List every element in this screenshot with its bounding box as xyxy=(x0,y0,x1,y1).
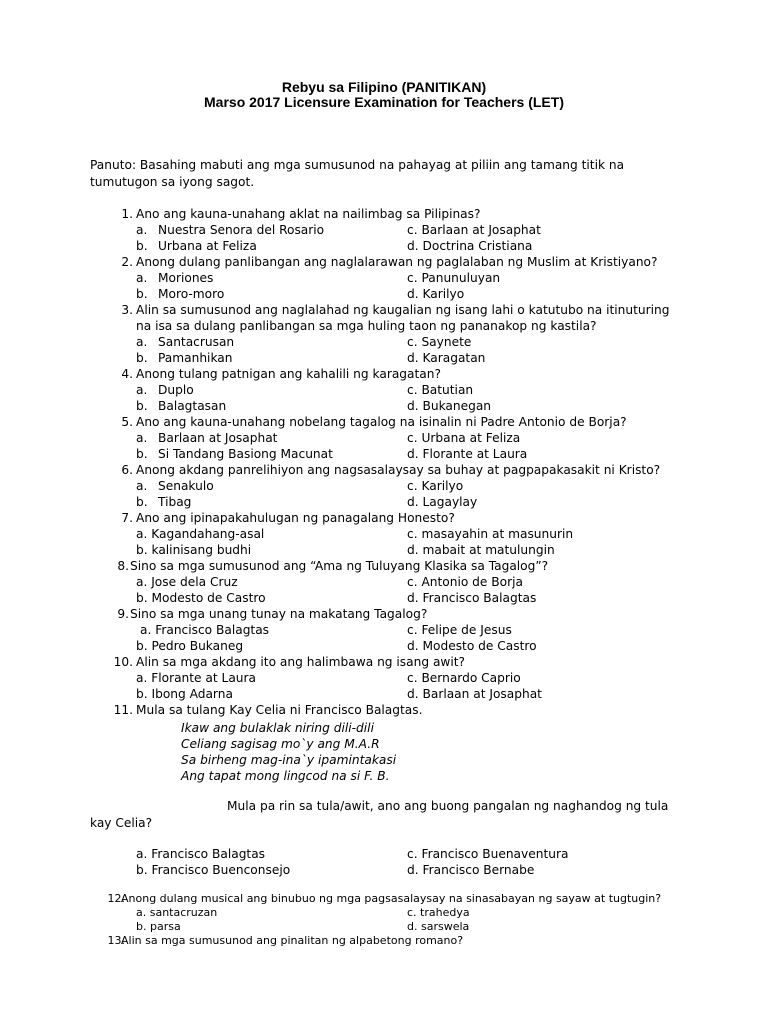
option-d: d. Bukanegan xyxy=(407,399,492,413)
question-5: 5. Ano ang kauna-unahang nobelang tagalog na isinalin ni Padre Antonio de Borja? xyxy=(121,415,627,429)
question-11-followup: Mula pa rin sa tula/awit, ano ang buong pangalan ng naghandog ng tula kay Celia? xyxy=(90,799,669,830)
question-1: 1. Ano ang kauna-unahang aklat na nailimbag sa Pilipinas? xyxy=(121,207,481,221)
question-12: 12. Anong dulang musical ang binubuo ng mga pagsasalaysay na sinasabayan ng sayaw at tugtugin? xyxy=(107,892,662,905)
option-a: a. Francisco Balagtas xyxy=(140,623,270,637)
option-a: a. santacruzan xyxy=(136,906,218,919)
question-text: Alin sa mga sumusunod ang pinalitan ng alpabetong romano? xyxy=(121,934,464,947)
options-row xyxy=(0,526,768,542)
option-b: Balagtasan xyxy=(158,399,227,413)
option-d: d. mabait at matulungin xyxy=(407,543,555,557)
option-d: d. Barlaan at Josaphat xyxy=(407,687,542,701)
options-row: b. Si Tandang Basiong Macunat d. Florante at Laura xyxy=(136,447,528,461)
question-3: 3. Alin sa sumusunod ang naglalahad ng kaugalian ng isang lahi o katutubo na itinuturing na isa sa dulang panlibangan sa mga huling taon ng pananakop ng kastila? xyxy=(0,302,768,334)
options-row: b. Tibag d. Lagaylay xyxy=(136,495,478,509)
instructions: Panuto: Basahing mabuti ang mga sumusunod na pahayag at piliin ang tamang titik na tumutugon sa iyong sagot. xyxy=(90,158,625,189)
option-c: c. Saynete xyxy=(407,335,472,349)
options-row: a. Duplo c. Batutian xyxy=(136,383,474,397)
option-b: Tibag xyxy=(158,495,192,509)
option-a: a. Kagandahang-asal xyxy=(136,527,265,541)
question-10: 10. Alin sa mga akdang ito ang halimbawa ng isang awit? xyxy=(113,655,466,669)
option-c: c. Antonio de Borja xyxy=(407,575,523,589)
option-a: a. Jose dela Cruz xyxy=(136,575,238,589)
option-a: Duplo xyxy=(158,383,194,397)
question-11: 11. Mula sa tulang Kay Celia ni Francisco Balagtas. xyxy=(113,703,423,717)
option-d: d. Karagatan xyxy=(407,351,486,365)
question-list xyxy=(0,206,768,948)
option-a: Senakulo xyxy=(158,479,214,493)
option-b: b. Ibong Adarna xyxy=(136,687,233,701)
options-row: a. Santacrusan c. Saynete xyxy=(136,335,472,349)
options-row xyxy=(0,920,768,934)
question-text: Anong akdang panrelihiyon ang nagsasalaysay sa buhay at pagpapakasakit ni Kristo? xyxy=(136,463,661,477)
option-a: a. Florante at Laura xyxy=(136,671,257,685)
question-text: Alin sa sumusunod ang naglalahad ng kaugalian ng isang lahi o katutubo na itinuturing na isa sa dulang panlibangan sa mga huling taon ng pananakop ng kastila? xyxy=(136,303,670,333)
options-row: b. Pamanhikan d. Karagatan xyxy=(136,351,486,365)
question-9: 9. Sino sa mga unang tunay na makatang Tagalog? xyxy=(117,607,428,621)
option-c: c. Barlaan at Josaphat xyxy=(407,223,541,237)
option-d: d. Lagaylay xyxy=(407,495,478,509)
options-row xyxy=(0,622,768,638)
question-text: Ano ang kauna-unahang nobelang tagalog na isinalin ni Padre Antonio de Borja? xyxy=(136,415,627,429)
option-d: d. Doctrina Cristiana xyxy=(407,239,533,253)
question-text: Ano ang kauna-unahang aklat na nailimbag sa Pilipinas? xyxy=(136,207,481,221)
option-a: Moriones xyxy=(158,271,214,285)
options-row: a. Senakulo c. Karilyo xyxy=(136,479,464,493)
question-text: Sino sa mga unang tunay na makatang Tagalog? xyxy=(130,607,428,621)
options-row xyxy=(0,638,768,654)
option-c: c. Francisco Buenaventura xyxy=(407,847,569,861)
question-text: Sino sa mga sumusunod ang “Ama ng Tuluyang Klasika sa Tagalog”? xyxy=(130,559,549,573)
question-7: 7. Ano ang ipinapakahulugan ng panagalang Honesto? xyxy=(121,511,455,525)
option-b: Si Tandang Basiong Macunat xyxy=(158,447,333,461)
option-d: d. Modesto de Castro xyxy=(407,639,537,653)
option-c: c. trahedya xyxy=(407,906,470,919)
option-b: b. kalinisang budhi xyxy=(136,543,252,557)
option-a: Nuestra Senora del Rosario xyxy=(158,223,325,237)
question-text: Anong dulang panlibangan ang naglalarawan ng paglalaban ng Muslim at Kristiyano? xyxy=(136,255,658,269)
options-row: b. Balagtasan d. Bukanegan xyxy=(136,399,492,413)
option-b: Urbana at Feliza xyxy=(158,239,257,253)
options-row xyxy=(0,590,768,606)
question-13: 13. Alin sa mga sumusunod ang pinalitan ng alpabetong romano? xyxy=(107,934,464,947)
option-b: Pamanhikan xyxy=(158,351,233,365)
option-b: b. Modesto de Castro xyxy=(136,591,266,605)
options-row: b. Moro-moro d. Karilyo xyxy=(136,287,465,301)
question-6: 6. Anong akdang panrelihiyon ang nagsasalaysay sa buhay at pagpapakasakit ni Kristo? xyxy=(121,463,661,477)
option-b: b. Francisco Buenconsejo xyxy=(136,863,291,877)
option-d: d. Florante at Laura xyxy=(407,447,528,461)
options-row: b. Urbana at Feliza d. Doctrina Cristiana xyxy=(136,239,533,253)
option-c: c. Urbana at Feliza xyxy=(407,431,521,445)
options-row xyxy=(0,542,768,558)
poem-line: Sa birheng mag-ina`y ipamintakasi xyxy=(181,753,397,767)
option-a: a. Francisco Balagtas xyxy=(136,847,266,861)
option-d: d. Karilyo xyxy=(407,287,465,301)
options-row xyxy=(0,670,768,686)
option-c: c. Karilyo xyxy=(407,479,464,493)
question-text: Anong dulang musical ang binubuo ng mga pagsasalaysay na sinasabayan ng sayaw at tugtugin? xyxy=(121,892,662,905)
option-c: c. Felipe de Jesus xyxy=(407,623,512,637)
question-text: Anong tulang patnigan ang kahalili ng karagatan? xyxy=(136,367,441,381)
option-a: Barlaan at Josaphat xyxy=(158,431,278,445)
poem-line: Ang tapat mong lingcod na si F. B. xyxy=(181,769,390,783)
question-8: 8. Sino sa mga sumusunod ang “Ama ng Tuluyang Klasika sa Tagalog”? xyxy=(117,559,549,573)
option-d: d. Francisco Balagtas xyxy=(407,591,537,605)
options-row: a. Nuestra Senora del Rosario c. Barlaan at Josaphat xyxy=(136,223,541,237)
option-d: d. Francisco Bernabe xyxy=(407,863,535,877)
option-c: c. Panunuluyan xyxy=(407,271,501,285)
poem-line: Celiang sagisag mo`y ang M.A.R xyxy=(181,737,380,751)
question-text: Alin sa mga akdang ito ang halimbawa ng isang awit? xyxy=(136,655,466,669)
options-row: a. Barlaan at Josaphat c. Urbana at Feliza xyxy=(136,431,521,445)
question-4: 4. Anong tulang patnigan ang kahalili ng karagatan? xyxy=(121,367,441,381)
options-row xyxy=(0,686,768,702)
document-subtitle: Marso 2017 Licensure Examination for Teachers (LET) xyxy=(204,94,564,110)
option-a: Santacrusan xyxy=(158,335,235,349)
question-text: Ano ang ipinapakahulugan ng panagalang Honesto? xyxy=(136,511,455,525)
poem-excerpt xyxy=(0,720,768,784)
option-b: b. Pedro Bukaneg xyxy=(136,639,244,653)
options-row xyxy=(0,906,768,920)
options-row xyxy=(0,862,768,878)
poem-line: Ikaw ang bulaklak niring dili-dili xyxy=(181,721,374,735)
question-2: 2. Anong dulang panlibangan ang naglalarawan ng paglalaban ng Muslim at Kristiyano? xyxy=(121,255,658,269)
options-row: a. Moriones c. Panunuluyan xyxy=(136,271,501,285)
option-c: c. masayahin at masunurin xyxy=(407,527,574,541)
option-b: Moro-moro xyxy=(158,287,225,301)
option-c: c. Bernardo Caprio xyxy=(407,671,521,685)
option-d: d. sarswela xyxy=(407,920,470,933)
option-c: c. Batutian xyxy=(407,383,474,397)
document-title: Rebyu sa Filipino (PANITIKAN) xyxy=(281,79,487,95)
options-row xyxy=(0,574,768,590)
options-row xyxy=(0,846,768,862)
question-text: Mula sa tulang Kay Celia ni Francisco Balagtas. xyxy=(136,703,423,717)
option-b: b. parsa xyxy=(136,920,181,933)
